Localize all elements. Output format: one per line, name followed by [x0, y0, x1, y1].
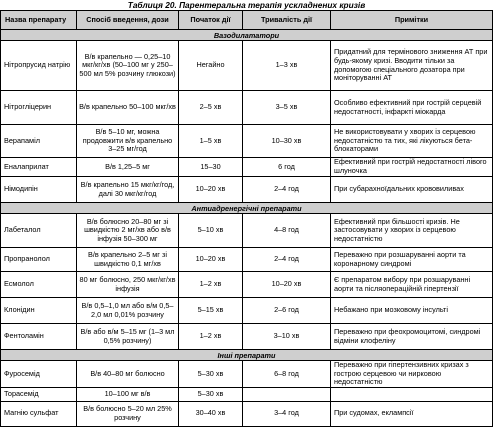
column-header: Назва препарату	[1, 11, 77, 30]
table-body	[1, 30, 493, 427]
table-row	[1, 272, 493, 298]
table-row	[1, 387, 493, 401]
duration-cell: 3–5 хв	[243, 91, 331, 125]
dose-cell: 80 мг болюсно, 250 мкг/кг/хв інфузія	[77, 272, 179, 298]
duration-cell: 4–8 год	[243, 214, 331, 248]
drug-name-cell: Торасемід	[1, 387, 77, 401]
column-header: Тривалість дії	[243, 11, 331, 30]
notes-cell: Є препаратом вибору при розшаруванні аорти та післяопераційній гіпертензії	[331, 272, 493, 298]
table-row	[1, 324, 493, 350]
onset-cell: 5–10 хв	[179, 214, 243, 248]
therapy-table	[0, 10, 493, 427]
duration-cell: 2–6 год	[243, 298, 331, 324]
drug-name-cell: Клонідин	[1, 298, 77, 324]
drug-name-cell: Нітропрусид натрію	[1, 41, 77, 91]
dose-cell: В/в болюсно 5–20 мл 25% розчину	[77, 401, 179, 426]
duration-cell: 3–4 год	[243, 401, 331, 426]
onset-cell: 1–2 хв	[179, 324, 243, 350]
table-row	[1, 41, 493, 91]
onset-cell: 10–20 хв	[179, 248, 243, 272]
table-row	[1, 125, 493, 158]
dose-cell: В/в або в/м 5–15 мг (1–3 мл 0,5% розчину)	[77, 324, 179, 350]
drug-name-cell: Німодипін	[1, 177, 77, 203]
dose-cell: В/в крапельно 50–100 мкг/хв	[77, 91, 179, 125]
duration-cell: 1–3 хв	[243, 41, 331, 91]
section-title: Інші препарати	[1, 350, 493, 361]
drug-name-cell: Еналаприлат	[1, 158, 77, 177]
notes-cell: При субарахноїдальних крововиливах	[331, 177, 493, 203]
duration-cell: 3–10 хв	[243, 324, 331, 350]
onset-cell: 15–30	[179, 158, 243, 177]
notes-cell: Не використовувати у хворих із серцевою недостатністю та тих, які лікуються бета-блокаторами	[331, 125, 493, 158]
drug-name-cell: Верапаміл	[1, 125, 77, 158]
onset-cell: 1–2 хв	[179, 272, 243, 298]
table-row	[1, 158, 493, 177]
drug-name-cell: Лабеталол	[1, 214, 77, 248]
column-header: Примітки	[331, 11, 493, 30]
section-title: Антиадренергічні препарати	[1, 203, 493, 214]
table-row	[1, 214, 493, 248]
onset-cell: 30–40 хв	[179, 401, 243, 426]
duration-cell: 10–20 хв	[243, 272, 331, 298]
column-header: Спосіб введення, дози	[77, 11, 179, 30]
duration-cell: 2–4 год	[243, 248, 331, 272]
duration-cell	[243, 387, 331, 401]
section-title: Вазодилататори	[1, 30, 493, 41]
header-row	[1, 11, 493, 30]
dose-cell: В/в 5–10 мг, можна продовжити в/в крапельно 3–25 мг/год	[77, 125, 179, 158]
onset-cell: Негайно	[179, 41, 243, 91]
notes-cell: Придатний для термінового зниження АТ при будь-якому кризі. Вводити тільки за допомогою спеціального дозатора при моніторуванні АТ	[331, 41, 493, 91]
dose-cell: В/в крапельно — 0,25–10 мкг/кг/хв (50–100 мг у 250–500 мл 5% розчину глюкози)	[77, 41, 179, 91]
onset-cell: 10–20 хв	[179, 177, 243, 203]
table-caption: Таблиця 20. Парентеральна терапія ускладнених кризів	[127, 0, 366, 10]
notes-cell: При судомах, еклампсії	[331, 401, 493, 426]
onset-cell: 2–5 хв	[179, 91, 243, 125]
notes-cell: Небажано при мозковому інсульті	[331, 298, 493, 324]
onset-cell: 5–30 хв	[179, 361, 243, 388]
notes-cell: Переважно при розшаруванні аорти та коронарному синдромі	[331, 248, 493, 272]
drug-name-cell: Фентоламін	[1, 324, 77, 350]
duration-cell: 6 год	[243, 158, 331, 177]
dose-cell: В/в 40–80 мг болюсно	[77, 361, 179, 388]
table-row	[1, 361, 493, 388]
notes-cell: Ефективний при гострій недостатності лівого шлуночка	[331, 158, 493, 177]
drug-name-cell: Нітрогліцерин	[1, 91, 77, 125]
drug-name-cell: Фуросемід	[1, 361, 77, 388]
drug-name-cell: Пропранолол	[1, 248, 77, 272]
dose-cell: В/в 1,25–5 мг	[77, 158, 179, 177]
dose-cell: В/в 0,5–1,0 мл або в/м 0,5–2,0 мл 0,01% розчину	[77, 298, 179, 324]
section-row	[1, 203, 493, 214]
onset-cell: 1–5 хв	[179, 125, 243, 158]
table-row	[1, 177, 493, 203]
duration-cell: 2–4 год	[243, 177, 331, 203]
dose-cell: В/в крапельно 2–5 мг зі швидкістю 0,1 мг/хв	[77, 248, 179, 272]
dose-cell: 10–100 мг в/в	[77, 387, 179, 401]
duration-cell: 6–8 год	[243, 361, 331, 388]
notes-cell: Переважно при гіпертензивних кризах з гострою серцевою чи нирковою недостатністю	[331, 361, 493, 388]
table-row	[1, 298, 493, 324]
table-row	[1, 401, 493, 426]
section-row	[1, 30, 493, 41]
notes-cell	[331, 387, 493, 401]
duration-cell: 10–30 хв	[243, 125, 331, 158]
dose-cell: В/в крапельно 15 мкг/кг/год, далі 30 мкг/кг/год	[77, 177, 179, 203]
table-row	[1, 248, 493, 272]
section-row	[1, 350, 493, 361]
notes-cell: Ефективний при більшості кризів. Не застосовувати у хворих із серцевою недостатністю	[331, 214, 493, 248]
drug-name-cell: Магнію сульфат	[1, 401, 77, 426]
column-header: Початок дії	[179, 11, 243, 30]
onset-cell: 5–30 хв	[179, 387, 243, 401]
notes-cell: Переважно при феохромоцитомі, синдромі відміни клофеліну	[331, 324, 493, 350]
table-row	[1, 91, 493, 125]
notes-cell: Особливо ефективний при гострій серцевій недостатності, інфаркті міокарда	[331, 91, 493, 125]
onset-cell: 5–15 хв	[179, 298, 243, 324]
dose-cell: В/в болюсно 20–80 мг зі швидкістю 2 мг/хв або в/в інфузія 50–300 мг	[77, 214, 179, 248]
drug-name-cell: Есмолол	[1, 272, 77, 298]
